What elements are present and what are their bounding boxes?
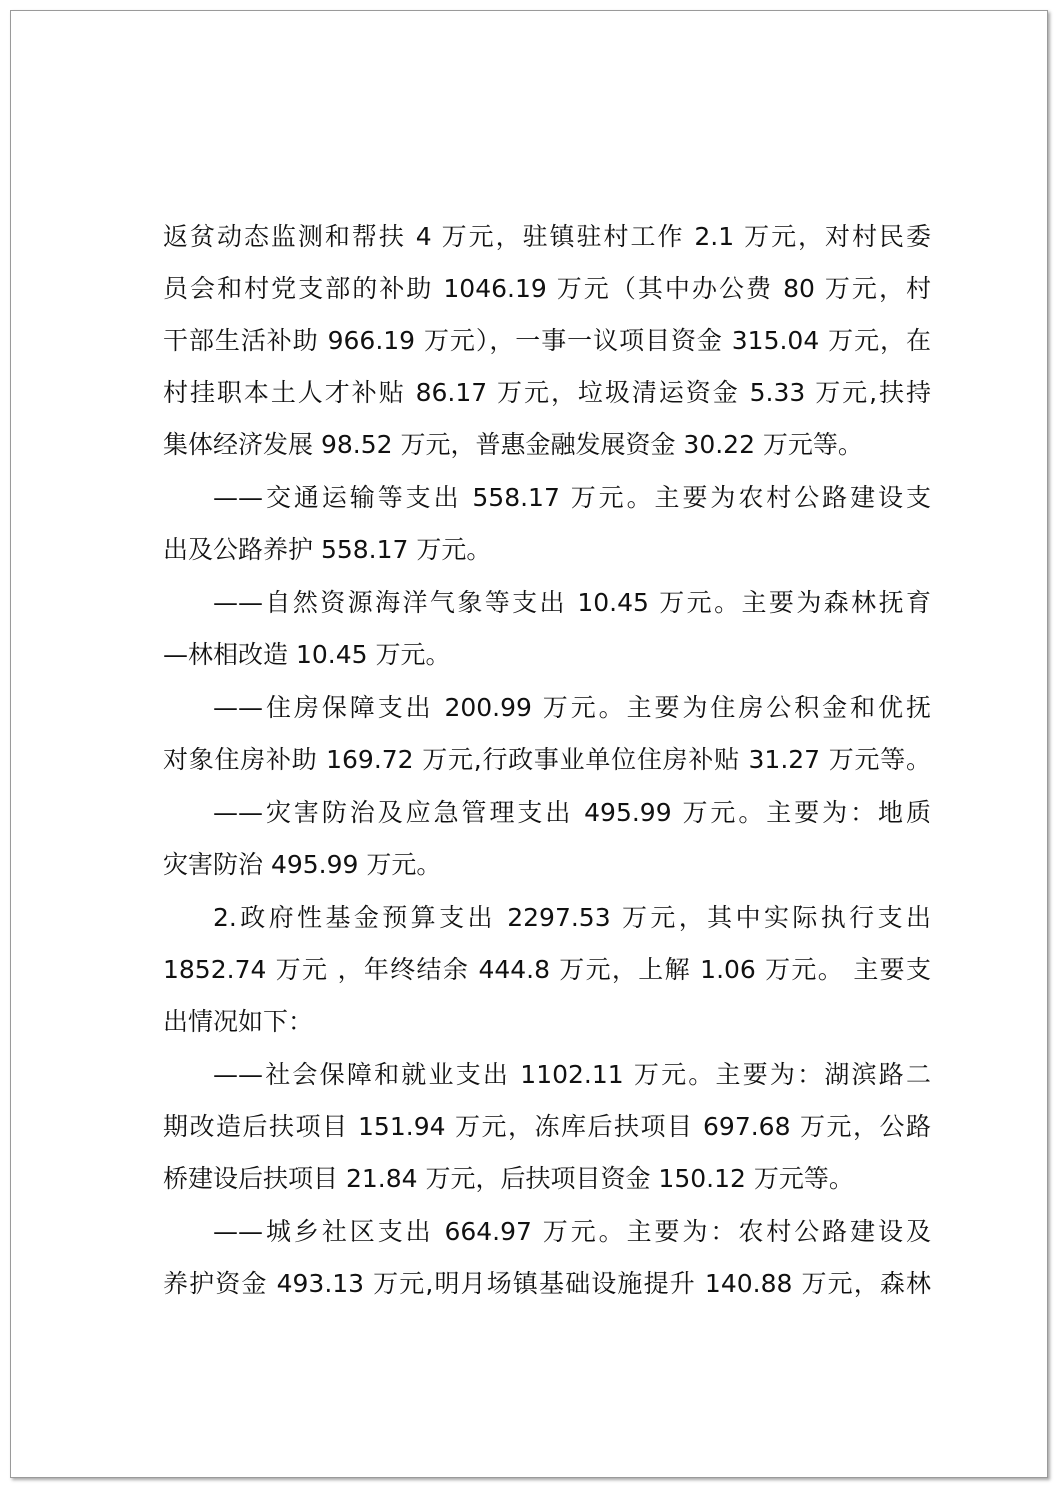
text-line: 集体经济发展 98.52 万元，普惠金融发展资金 30.22 万元等。	[163, 430, 863, 459]
text-line: 2.政府性基金预算支出 2297.53 万元，其中实际执行支出	[213, 903, 931, 932]
text-line: ——灾害防治及应急管理支出 495.99 万元。主要为：地质	[213, 798, 931, 827]
text-line: 对象住房补助 169.72 万元,行政事业单位住房补贴 31.27 万元等。	[163, 745, 931, 774]
text-line: 村挂职本土人才补贴 86.17 万元，垃圾清运资金 5.33 万元,扶持	[163, 378, 931, 407]
text-line: 1852.74 万元 ，年终结余 444.8 万元，上解 1.06 万元。 主要支	[163, 955, 931, 984]
text-line: ——住房保障支出 200.99 万元。主要为住房公积金和优抚	[213, 693, 931, 722]
text-line: ——社会保障和就业支出 1102.11 万元。主要为：湖滨路二	[213, 1060, 931, 1089]
text-line: 出情况如下：	[163, 1007, 314, 1036]
text-line: 返贫动态监测和帮扶 4 万元，驻镇驻村工作 2.1 万元，对村民委	[163, 222, 931, 251]
text-line: ——城乡社区支出 664.97 万元。主要为：农村公路建设及	[213, 1217, 931, 1246]
document-page	[10, 10, 1048, 1478]
text-line: 期改造后扶项目 151.94 万元，冻库后扶项目 697.68 万元，公路	[163, 1112, 931, 1141]
text-line: ——自然资源海洋气象等支出 10.45 万元。主要为森林抚育	[213, 588, 931, 617]
text-line: 出及公路养护 558.17 万元。	[163, 535, 492, 564]
text-line: 养护资金 493.13 万元,明月场镇基础设施提升 140.88 万元，森林	[163, 1269, 931, 1298]
text-line: 干部生活补助 966.19 万元），一事一议项目资金 315.04 万元，在	[163, 326, 931, 355]
text-line: 灾害防治 495.99 万元。	[163, 850, 442, 879]
text-line: 员会和村党支部的补助 1046.19 万元（其中办公费 80 万元，村	[163, 274, 931, 303]
text-line: ——交通运输等支出 558.17 万元。主要为农村公路建设支	[213, 483, 931, 512]
text-line: —林相改造 10.45 万元。	[163, 640, 451, 669]
text-line: 桥建设后扶项目 21.84 万元，后扶项目资金 150.12 万元等。	[163, 1164, 854, 1193]
